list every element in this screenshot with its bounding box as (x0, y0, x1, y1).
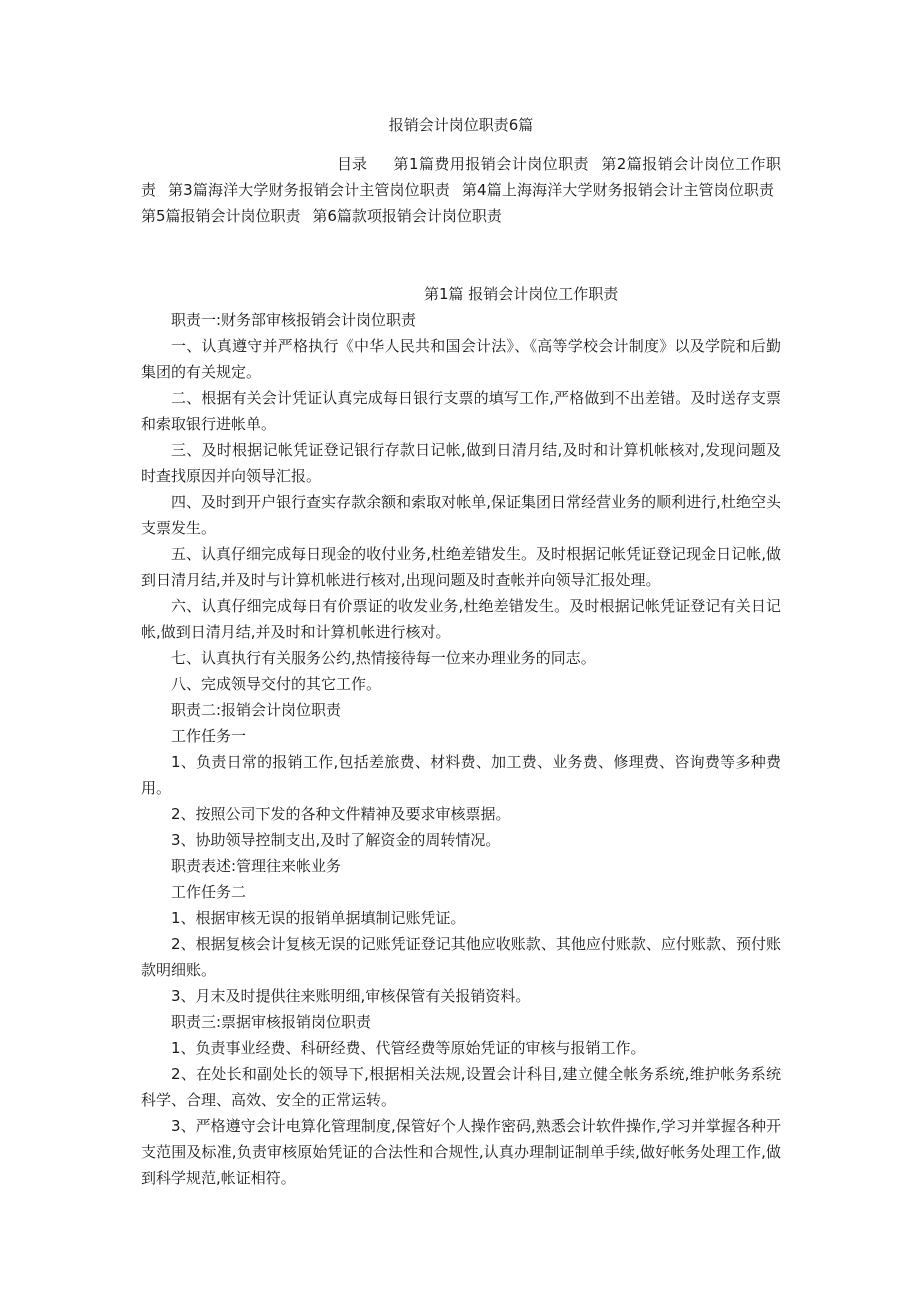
paragraph: 1、负责日常的报销工作,包括差旅费、材料费、加工费、业务费、修理费、咨询费等多种费用。 (141, 753, 781, 797)
body-text (141, 307, 781, 1191)
toc-item[interactable]: 第4篇上海海洋大学财务报销会计主管岗位职责 (461, 181, 775, 199)
toc-item[interactable]: 第3篇海洋大学财务报销会计主管岗位职责 (168, 181, 451, 199)
paragraph: 3、协助领导控制支出,及时了解资金的周转情况。 (171, 831, 501, 849)
paragraph: 工作任务一 (171, 727, 247, 745)
paragraph: 三、及时根据记帐凭证登记银行存款日记帐,做到日清月结,及时和计算机帐核对,发现问题及时查找原因并向领导汇报。 (141, 441, 781, 485)
paragraph: 八、完成领导交付的其它工作。 (171, 675, 382, 693)
toc-item[interactable]: 第1篇费用报销会计岗位职责 (393, 155, 590, 173)
document-title: 报销会计岗位职责6篇 (388, 116, 534, 134)
paragraph: 职责三:票据审核报销岗位职责 (171, 1013, 372, 1031)
section-heading: 第1篇 报销会计岗位工作职责 (424, 285, 619, 303)
paragraph: 1、根据审核无误的报销单据填制记账凭证。 (171, 909, 466, 927)
paragraph: 二、根据有关会计凭证认真完成每日银行支票的填写工作,严格做到不出差错。及时送存支票和索取银行进帐单。 (141, 389, 781, 433)
paragraph: 职责表述:管理往来帐业务 (171, 857, 342, 875)
toc-item[interactable]: 第6篇款项报销会计岗位职责 (312, 207, 502, 225)
toc-item[interactable]: 第5篇报销会计岗位职责 (141, 207, 301, 225)
paragraph: 工作任务二 (171, 883, 247, 901)
paragraph: 一、认真遵守并严格执行《中华人民共和国会计法》、《高等学校会计制度》以及学院和后勤集团的有关规定。 (141, 337, 781, 381)
paragraph: 1、负责事业经费、科研经费、代管经费等原始凭证的审核与报销工作。 (171, 1039, 646, 1057)
paragraph: 七、认真执行有关服务公约,热情接待每一位来办理业务的同志。 (171, 649, 596, 667)
table-of-contents (141, 151, 781, 229)
paragraph: 2、按照公司下发的各种文件精神及要求审核票据。 (171, 805, 511, 823)
paragraph: 职责二:报销会计岗位职责 (171, 701, 342, 719)
toc-label: 目录 (337, 155, 368, 173)
paragraph: 3、严格遵守会计电算化管理制度,保管好个人操作密码,熟悉会计软件操作,学习并掌握各种开支范围及标准,负责审核原始凭证的合法性和合规性,认真办理制证制单手续,做好帐务处理工作,做到科学规范,帐证相符。 (141, 1117, 781, 1187)
paragraph: 五、认真仔细完成每日现金的收付业务,杜绝差错发生。及时根据记帐凭证登记现金日记帐,做到日清月结,并及时与计算机帐进行核对,出现问题及时查帐并向领导汇报处理。 (141, 545, 781, 589)
paragraph: 四、及时到开户银行查实存款余额和索取对帐单,保证集团日常经营业务的顺利进行,杜绝空头支票发生。 (141, 493, 781, 537)
paragraph: 2、在处长和副处长的领导下,根据相关法规,设置会计科目,建立健全帐务系统,维护帐务系统科学、合理、高效、安全的正常运转。 (141, 1065, 781, 1109)
paragraph: 六、认真仔细完成每日有价票证的收发业务,杜绝差错发生。及时根据记帐凭证登记有关日记帐,做到日清月结,并及时和计算机帐进行核对。 (141, 597, 781, 641)
paragraph: 3、月末及时提供往来账明细,审核保管有关报销资料。 (171, 987, 531, 1005)
toc-item[interactable]: 第2篇报销会计岗位工作职责 (141, 155, 781, 199)
paragraph: 职责一:财务部审核报销会计岗位职责 (171, 311, 417, 329)
paragraph: 2、根据复核会计复核无误的记账凭证登记其他应收账款、其他应付账款、应付账款、预付账款明细账。 (141, 935, 781, 979)
